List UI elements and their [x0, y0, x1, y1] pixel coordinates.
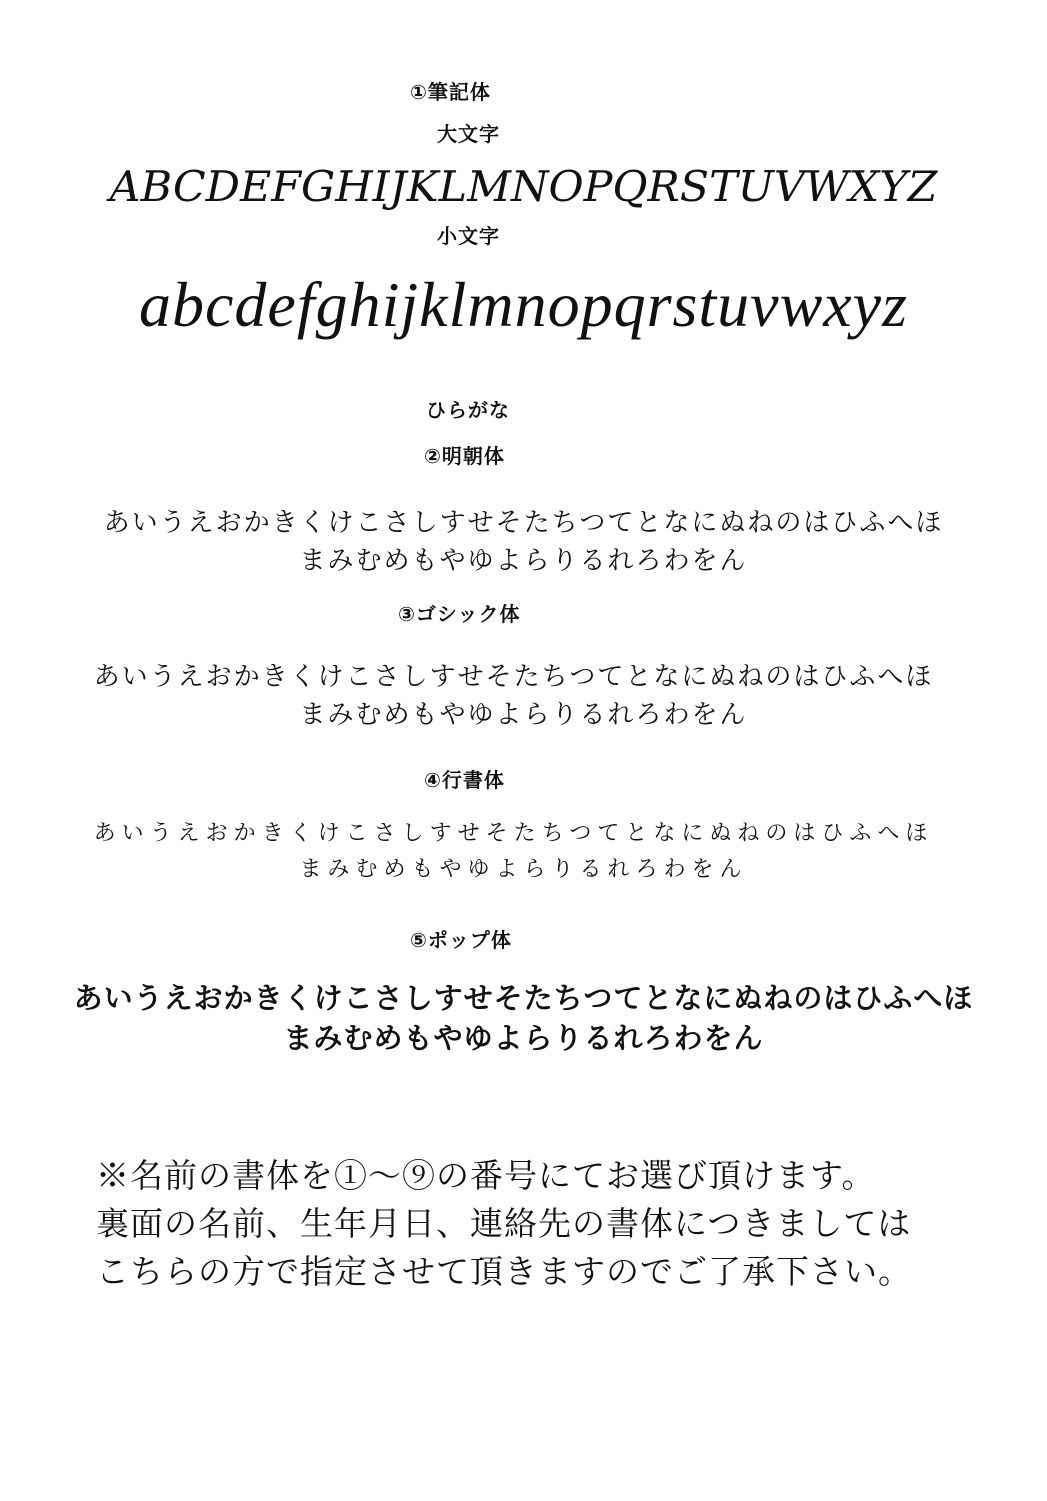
pop-heading: ⑤ポップ体 — [410, 928, 512, 952]
gyosho-heading: ④行書体 — [424, 768, 505, 792]
script-heading: ①筆記体 — [410, 80, 491, 104]
lowercase-label: 小文字 — [437, 224, 500, 248]
note-line-3: こちらの方で指定させて頂きますのでご了承下さい。 — [96, 1252, 912, 1291]
mincho-sample-line-2: まみむめもやゆよらりるれろわをん — [299, 546, 748, 576]
hiragana-label: ひらがな — [426, 398, 510, 422]
gothic-heading: ③ゴシック体 — [398, 602, 521, 626]
gothic-sample-line-2: まみむめもやゆよらりるれろわをん — [299, 700, 748, 730]
uppercase-label: 大文字 — [437, 122, 500, 146]
gyosho-sample-line-1: あいうえおかきくけこさしすせそたちつてとなにぬねのはひふへほ — [93, 821, 934, 846]
script-uppercase-sample: ABCDEFGHIJKLMNOPQRSTUVWXYZ — [109, 162, 938, 211]
gothic-sample-line-1: あいうえおかきくけこさしすせそたちつてとなにぬねのはひふへほ — [93, 662, 934, 692]
note-line-2: 裏面の名前、生年月日、連絡先の書体につきましては — [96, 1204, 912, 1243]
note-line-1: ※名前の書体を①～⑨の番号にてお選び頂けます。 — [96, 1156, 876, 1195]
pop-sample-line-2: まみむめもやゆよらりるれろわをん — [283, 1021, 764, 1055]
mincho-sample-line-1: あいうえおかきくけこさしすせそたちつてとなにぬねのはひふへほ — [103, 508, 944, 538]
mincho-heading: ②明朝体 — [424, 444, 505, 468]
script-lowercase-sample: abcdefghijklmnopqrstuvwxyz — [139, 269, 908, 340]
gyosho-sample-line-2: まみむめもやゆよらりるれろわをん — [299, 857, 748, 882]
pop-sample-line-1: あいうえおかきくけこさしすせそたちつてとなにぬねのはひふへほ — [73, 981, 974, 1015]
